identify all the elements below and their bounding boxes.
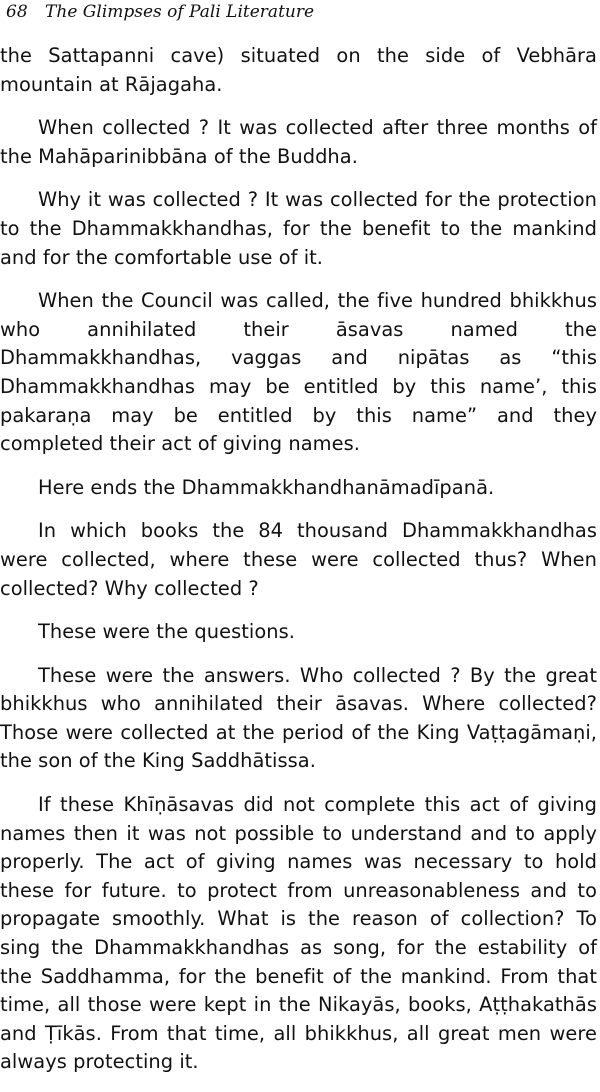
paragraph-here-ends: Here ends the Dhammakkhandhanāmadīpanā. [38,475,495,499]
paragraph-when-collected: When collected ? It was collected after three months of the Mahāparinibbāna of the Buddha. [0,116,597,168]
book-title: The Glimpses of Pali Literature [45,2,315,22]
paragraph-khinasavas: If these Khīṇāsavas did not complete this act of giving names then it was not possible to understand and to apply properly. The act of giving names was necessary to hold these for future. to protect from unreasonableness and to propagate smoothly. What is the reason of collection? To sing the Dhammakkhandhas as song, for the estability of the Saddhamma, for the benefit of the mankind. From that time, all those were kept in the Nikayās, books, Aṭṭhakathās and Ṭīkās. From that time, all bhikkhus, all great men were always protecting it. [0,793,597,1074]
running-head [0,0,597,30]
paragraph-in-which-books: In which books the 84 thousand Dhammakkhandhas were collected, where these were collected thus? When collected? Why collected ? [0,519,597,600]
body-text [0,42,597,1092]
paragraph-council: When the Council was called, the five hundred bhikkhus who annihilated their āsavas named the Dhammakkhandhas, vaggas and nipātas as “this Dhammakkhandhas may be entitled by this name’, this pakaraṇa may be entitled by this name” and they completed their act of giving names. [0,289,597,456]
paragraph-continuation: the Sattapanni cave) situated on the side of Vebhāra mountain at Rājagaha. [0,44,597,96]
paragraph-questions: These were the questions. [38,620,295,644]
paragraph-why-collected: Why it was collected ? It was collected for the protection to the Dhammakkhandhas, for the benefit to the mankind and for the comfortable use of it. [0,188,597,269]
page-number: 68 [6,2,28,22]
paragraph-answers: These were the answers. Who collected ? By the great bhikkhus who annihilated their āsavas. Where collected? Those were collected at the period of the King Vaṭṭagāmaṇi, the son of the King Saddhātissa. [0,663,597,773]
